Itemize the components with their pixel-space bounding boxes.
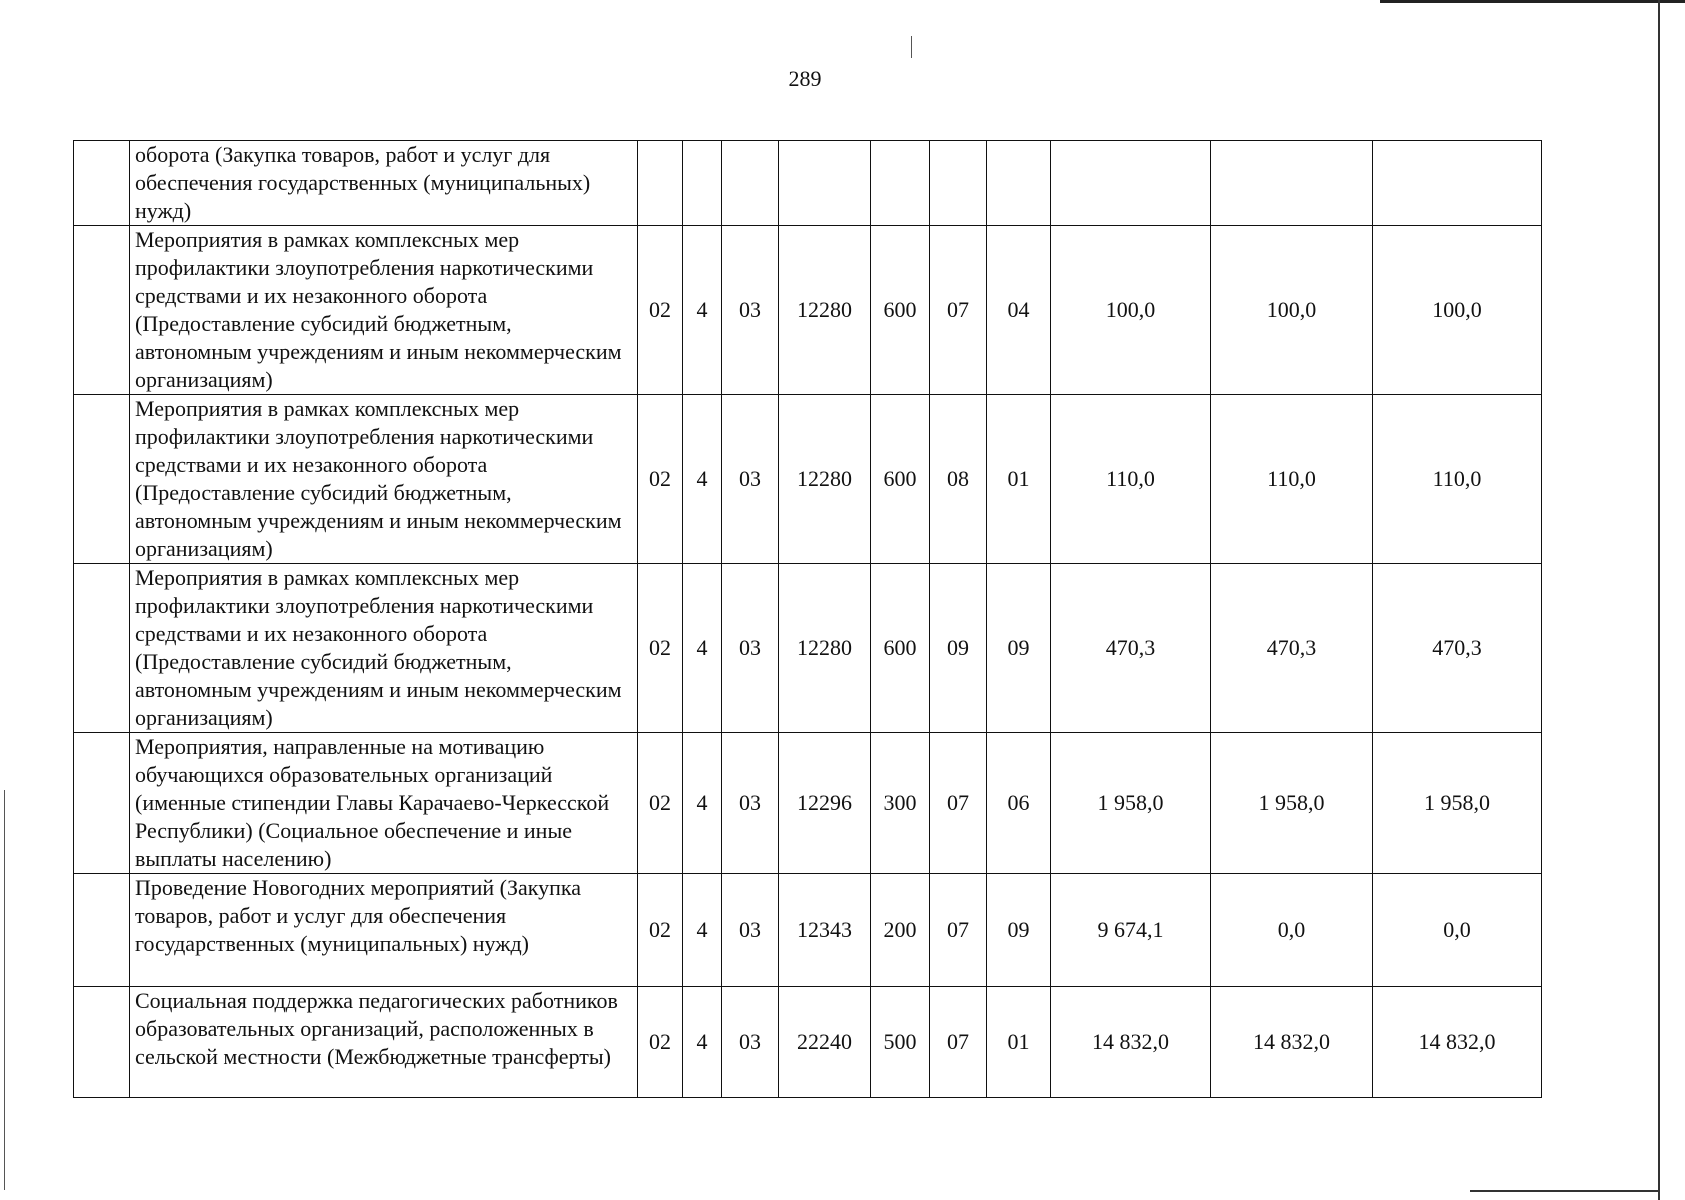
table-row bbox=[74, 564, 1542, 733]
program-code-cell: 02 bbox=[638, 564, 683, 733]
amount-year-3-cell: 1 958,0 bbox=[1373, 733, 1542, 874]
subsection-code-cell: 01 bbox=[987, 987, 1051, 1098]
expense-type-cell: 300 bbox=[871, 733, 930, 874]
page-number: 289 bbox=[788, 66, 822, 91]
direction-code-cell bbox=[779, 141, 871, 226]
scan-border-bottom bbox=[1470, 1190, 1660, 1192]
amount-year-2-cell: 0,0 bbox=[1211, 874, 1373, 987]
amount-year-1-cell bbox=[1051, 141, 1211, 226]
program-code-cell: 02 bbox=[638, 395, 683, 564]
expense-type-cell: 600 bbox=[871, 564, 930, 733]
section-code-cell: 08 bbox=[930, 395, 987, 564]
description-cell: Социальная поддержка педагогических работников образовательных организаций, расположенных в сельской местности (Межбюджетные трансферты) bbox=[130, 987, 638, 1098]
main-activity-code-cell: 03 bbox=[722, 226, 779, 395]
description-cell: Проведение Новогодних мероприятий (Закупка товаров, работ и услуг для обеспечения государственных (муниципальных) нужд) bbox=[130, 874, 638, 987]
expense-type-cell: 500 bbox=[871, 987, 930, 1098]
program-code-cell: 02 bbox=[638, 987, 683, 1098]
subsection-code-cell: 09 bbox=[987, 874, 1051, 987]
section-code-cell: 07 bbox=[930, 987, 987, 1098]
amount-year-3-cell: 100,0 bbox=[1373, 226, 1542, 395]
amount-year-1-cell: 1 958,0 bbox=[1051, 733, 1211, 874]
subprogram-code-cell bbox=[683, 141, 722, 226]
subprogram-code-cell: 4 bbox=[683, 987, 722, 1098]
direction-code-cell: 12296 bbox=[779, 733, 871, 874]
subsection-code-cell bbox=[987, 141, 1051, 226]
description-cell: Мероприятия в рамках комплексных мер профилактики злоупотребления наркотическими средствами и их незаконного оборота (Предоставление субсидий бюджетным, автономным учреждениям и иным некоммерческим организациям) bbox=[130, 395, 638, 564]
amount-year-2-cell: 1 958,0 bbox=[1211, 733, 1373, 874]
main-activity-code-cell: 03 bbox=[722, 564, 779, 733]
subprogram-code-cell: 4 bbox=[683, 564, 722, 733]
amount-year-2-cell bbox=[1211, 141, 1373, 226]
scan-mark bbox=[911, 36, 912, 58]
main-activity-code-cell: 03 bbox=[722, 395, 779, 564]
amount-year-2-cell: 14 832,0 bbox=[1211, 987, 1373, 1098]
description-cell: Мероприятия в рамках комплексных мер профилактики злоупотребления наркотическими средствами и их незаконного оборота (Предоставление субсидий бюджетным, автономным учреждениям и иным некоммерческим организациям) bbox=[130, 564, 638, 733]
table-row bbox=[74, 395, 1542, 564]
row-index-cell bbox=[74, 564, 130, 733]
expense-type-cell: 600 bbox=[871, 395, 930, 564]
direction-code-cell: 12280 bbox=[779, 226, 871, 395]
amount-year-2-cell: 110,0 bbox=[1211, 395, 1373, 564]
table-row bbox=[74, 141, 1542, 226]
row-index-cell bbox=[74, 874, 130, 987]
subsection-code-cell: 09 bbox=[987, 564, 1051, 733]
expense-type-cell bbox=[871, 141, 930, 226]
description-cell: Мероприятия в рамках комплексных мер профилактики злоупотребления наркотическими средствами и их незаконного оборота (Предоставление субсидий бюджетным, автономным учреждениям и иным некоммерческим организациям) bbox=[130, 226, 638, 395]
row-index-cell bbox=[74, 395, 130, 564]
row-index-cell bbox=[74, 987, 130, 1098]
row-index-cell bbox=[74, 733, 130, 874]
table-body bbox=[74, 141, 1542, 1098]
amount-year-3-cell: 470,3 bbox=[1373, 564, 1542, 733]
amount-year-1-cell: 470,3 bbox=[1051, 564, 1211, 733]
amount-year-1-cell: 9 674,1 bbox=[1051, 874, 1211, 987]
section-code-cell: 09 bbox=[930, 564, 987, 733]
program-code-cell bbox=[638, 141, 683, 226]
expense-type-cell: 200 bbox=[871, 874, 930, 987]
budget-table bbox=[73, 140, 1542, 1098]
expense-type-cell: 600 bbox=[871, 226, 930, 395]
amount-year-1-cell: 14 832,0 bbox=[1051, 987, 1211, 1098]
direction-code-cell: 22240 bbox=[779, 987, 871, 1098]
scan-border-right bbox=[1658, 0, 1660, 1200]
subprogram-code-cell: 4 bbox=[683, 395, 722, 564]
table-row bbox=[74, 874, 1542, 987]
scan-border-left bbox=[4, 790, 5, 1190]
amount-year-3-cell: 110,0 bbox=[1373, 395, 1542, 564]
direction-code-cell: 12343 bbox=[779, 874, 871, 987]
main-activity-code-cell bbox=[722, 141, 779, 226]
amount-year-1-cell: 110,0 bbox=[1051, 395, 1211, 564]
table-row bbox=[74, 987, 1542, 1098]
table-row bbox=[74, 733, 1542, 874]
section-code-cell: 07 bbox=[930, 874, 987, 987]
program-code-cell: 02 bbox=[638, 733, 683, 874]
description-cell: Мероприятия, направленные на мотивацию обучающихся образовательных организаций (именные стипендии Главы Карачаево-Черкесской Республики) (Социальное обеспечение и иные выплаты населению) bbox=[130, 733, 638, 874]
direction-code-cell: 12280 bbox=[779, 395, 871, 564]
section-code-cell: 07 bbox=[930, 733, 987, 874]
amount-year-2-cell: 470,3 bbox=[1211, 564, 1373, 733]
subprogram-code-cell: 4 bbox=[683, 874, 722, 987]
description-cell: оборота (Закупка товаров, работ и услуг для обеспечения государственных (муниципальных) нужд) bbox=[130, 141, 638, 226]
amount-year-3-cell: 0,0 bbox=[1373, 874, 1542, 987]
amount-year-3-cell bbox=[1373, 141, 1542, 226]
table-row bbox=[74, 226, 1542, 395]
program-code-cell: 02 bbox=[638, 874, 683, 987]
subsection-code-cell: 01 bbox=[987, 395, 1051, 564]
subsection-code-cell: 06 bbox=[987, 733, 1051, 874]
direction-code-cell: 12280 bbox=[779, 564, 871, 733]
subsection-code-cell: 04 bbox=[987, 226, 1051, 395]
section-code-cell bbox=[930, 141, 987, 226]
row-index-cell bbox=[74, 226, 130, 395]
main-activity-code-cell: 03 bbox=[722, 987, 779, 1098]
section-code-cell: 07 bbox=[930, 226, 987, 395]
main-activity-code-cell: 03 bbox=[722, 733, 779, 874]
program-code-cell: 02 bbox=[638, 226, 683, 395]
amount-year-1-cell: 100,0 bbox=[1051, 226, 1211, 395]
scan-border-top bbox=[1380, 0, 1685, 3]
main-activity-code-cell: 03 bbox=[722, 874, 779, 987]
subprogram-code-cell: 4 bbox=[683, 226, 722, 395]
subprogram-code-cell: 4 bbox=[683, 733, 722, 874]
row-index-cell bbox=[74, 141, 130, 226]
amount-year-3-cell: 14 832,0 bbox=[1373, 987, 1542, 1098]
amount-year-2-cell: 100,0 bbox=[1211, 226, 1373, 395]
